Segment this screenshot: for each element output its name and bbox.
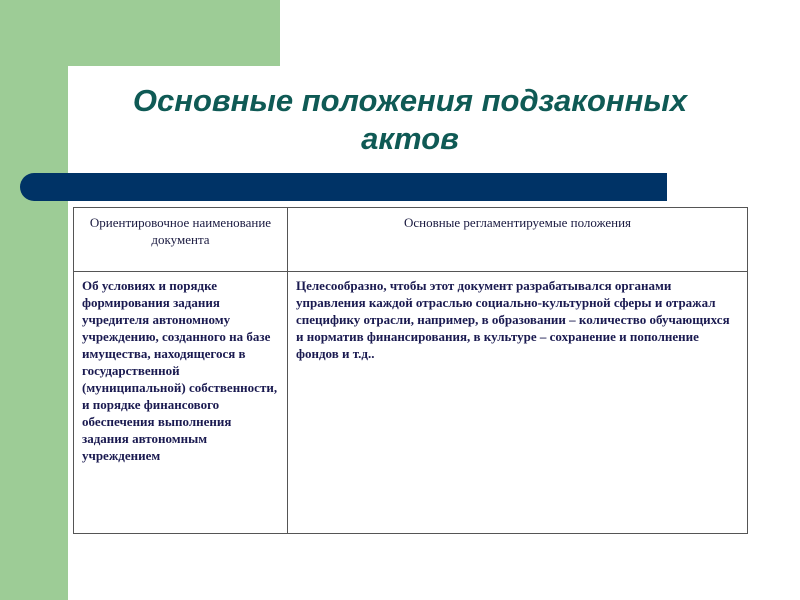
table-row [74, 272, 748, 534]
header-document-name: Ориентировочное наименование документа [74, 208, 288, 272]
table-header-row [74, 208, 748, 272]
slide-title [80, 82, 740, 158]
cell-provisions: Целесообразно, чтобы этот документ разрабатывался органами управления каждой отраслью социально-культурной сферы и отражал специфику отрасли, например, в образовании – количество обучающихся и норматив финансирования, в культуре – сохранение и пополнение фондов и т.д.. [288, 272, 748, 534]
slide-title-line1: Основные положения подзаконных [132, 83, 688, 118]
title-underline-bar [20, 173, 667, 201]
top-green-block [68, 0, 280, 66]
header-provisions: Основные регламентируемые положения [288, 208, 748, 272]
provisions-table [73, 207, 748, 534]
slide-title-line2: актов [361, 121, 459, 156]
left-green-stripe [0, 0, 68, 600]
cell-document-name: Об условиях и порядке формирования задания учредителя автономному учреждению, созданного на базе имущества, находящегося в государственной (муниципальной) собственности, и порядке финансового обеспечения выполнения задания автономным учреждением [74, 272, 288, 534]
